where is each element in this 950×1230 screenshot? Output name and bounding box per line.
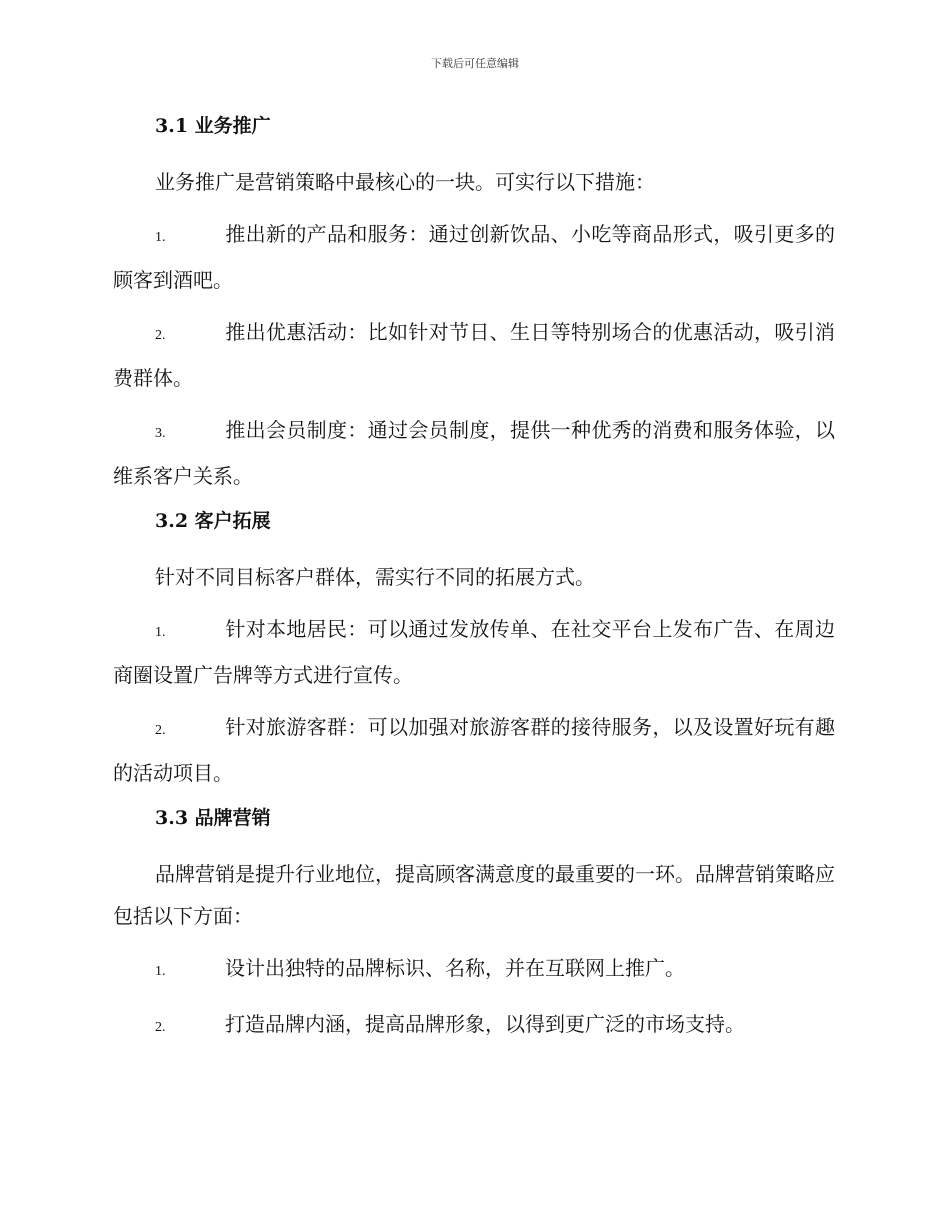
list-item xyxy=(113,608,835,696)
list-item xyxy=(113,311,835,399)
list-number: 1. xyxy=(155,964,166,979)
section-intro: 品牌营销是提升行业地位，提高顾客满意度的最重要的一环。品牌营销策略应包括以下方面： xyxy=(113,862,835,928)
list-item xyxy=(113,409,835,497)
list-text: 针对本地居民：可以通过发放传单、在社交平台上发布广告、在周边商圈设置广告牌等方式进行宣传。 xyxy=(113,617,835,687)
list-number: 1. xyxy=(155,230,166,245)
list-number: 2. xyxy=(155,1020,166,1035)
list-item xyxy=(113,947,835,993)
section-heading: 3.1 业务推广 xyxy=(155,115,271,137)
list-number: 2. xyxy=(155,723,166,738)
list-number: 3. xyxy=(155,426,166,441)
list-text: 针对旅游客群：可以加强对旅游客群的接待服务，以及设置好玩有趣的活动项目。 xyxy=(113,715,835,785)
list-item xyxy=(113,213,835,301)
list-text: 推出会员制度：通过会员制度，提供一种优秀的消费和服务体验，以维系客户关系。 xyxy=(113,418,835,488)
list-item xyxy=(113,1003,835,1049)
list-text: 推出新的产品和服务：通过创新饮品、小吃等商品形式，吸引更多的顾客到酒吧。 xyxy=(113,222,835,292)
list-text: 设计出独特的品牌标识、名称，并在互联网上推广。 xyxy=(225,956,685,980)
document-body xyxy=(113,112,835,1059)
section-heading: 3.3 品牌营销 xyxy=(155,807,271,829)
page-header: 下载后可任意编辑 xyxy=(431,57,519,70)
section-intro: 业务推广是营销策略中最核心的一块。可实行以下措施： xyxy=(155,170,655,194)
section-heading: 3.2 客户拓展 xyxy=(155,510,271,532)
list-item xyxy=(113,706,835,794)
list-text: 推出优惠活动：比如针对节日、生日等特别场合的优惠活动，吸引消费群体。 xyxy=(113,320,835,390)
list-number: 2. xyxy=(155,328,166,343)
list-number: 1. xyxy=(155,625,166,640)
list-text: 打造品牌内涵，提高品牌形象，以得到更广泛的市场支持。 xyxy=(225,1012,745,1036)
section-intro: 针对不同目标客户群体，需实行不同的拓展方式。 xyxy=(155,565,595,589)
